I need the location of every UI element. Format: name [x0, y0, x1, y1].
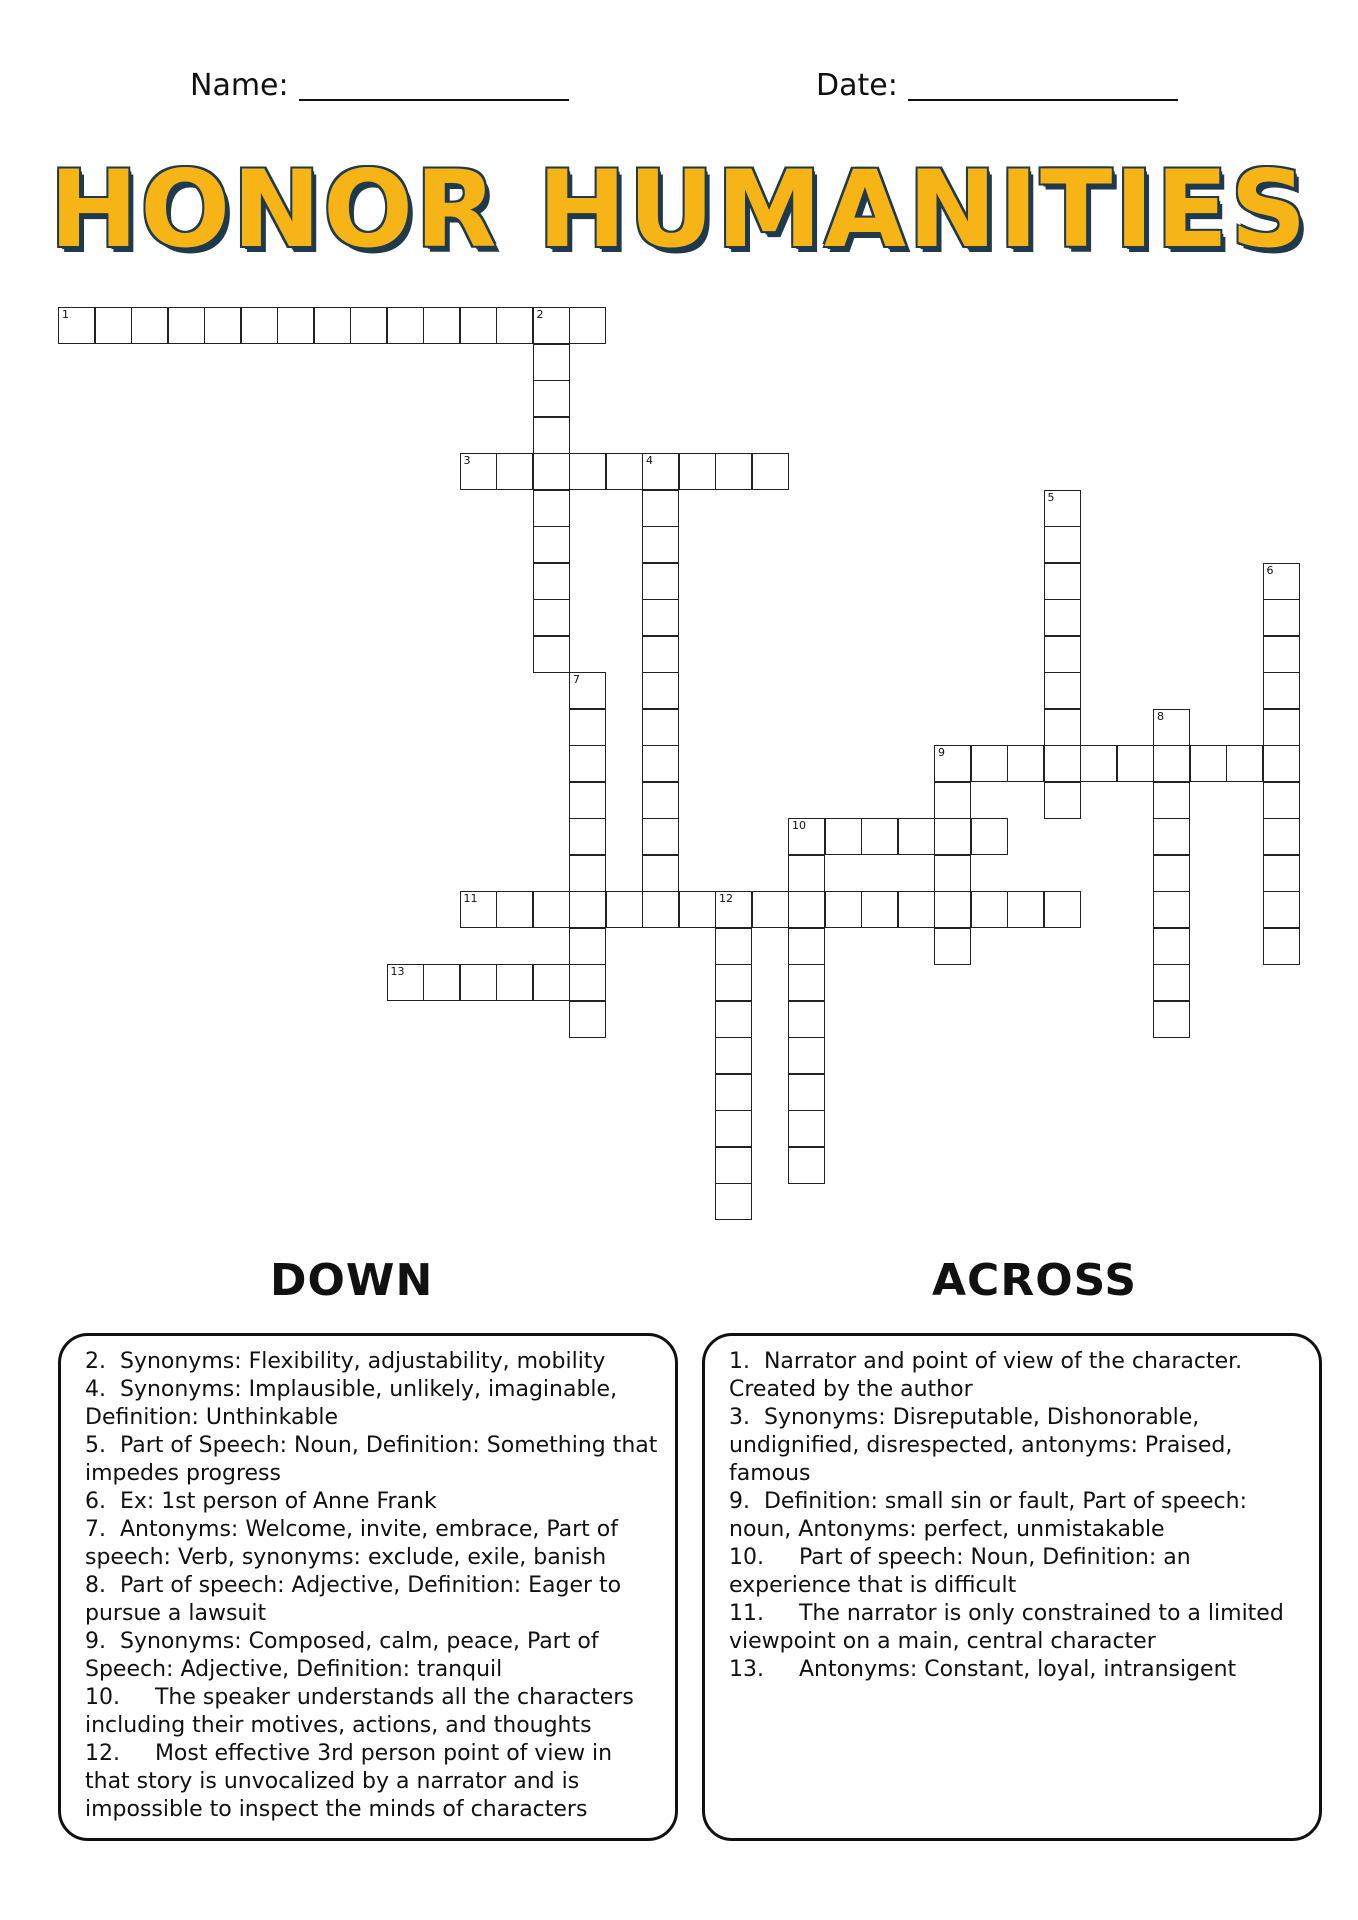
crossword-cell[interactable] — [715, 1110, 752, 1147]
crossword-cell[interactable] — [788, 818, 825, 855]
crossword-cell[interactable] — [715, 1074, 752, 1111]
crossword-cell[interactable] — [898, 818, 935, 855]
crossword-cell[interactable] — [569, 782, 606, 819]
crossword-cell[interactable] — [533, 417, 570, 454]
crossword-cell[interactable] — [131, 307, 168, 344]
clue-number: 10 — [792, 819, 806, 832]
crossword-cell[interactable] — [715, 891, 752, 928]
crossword-cell[interactable] — [460, 891, 497, 928]
crossword-cell[interactable] — [496, 307, 533, 344]
crossword-cell[interactable] — [460, 964, 497, 1001]
across-heading: ACROSS — [932, 1255, 1138, 1306]
crossword-cell[interactable] — [715, 1147, 752, 1184]
crossword-cell[interactable] — [1153, 1001, 1190, 1038]
crossword-cell[interactable] — [496, 891, 533, 928]
date-label: Date: — [816, 68, 898, 103]
clue-number: 9 — [938, 746, 945, 759]
crossword-cell[interactable] — [642, 782, 679, 819]
crossword-cell[interactable] — [715, 928, 752, 965]
crossword-cell[interactable] — [642, 599, 679, 636]
crossword-cell[interactable] — [1153, 855, 1190, 892]
down-clue: 4. Synonyms: Implausible, unlikely, imaginable, Definition: Unthinkable — [85, 1377, 625, 1430]
crossword-cell[interactable] — [1263, 891, 1300, 928]
crossword-cell[interactable] — [533, 526, 570, 563]
crossword-cell[interactable] — [788, 928, 825, 965]
crossword-cell[interactable] — [606, 453, 643, 490]
crossword-cell[interactable] — [460, 453, 497, 490]
crossword-cell[interactable] — [934, 928, 971, 965]
clue-number: 8 — [1157, 709, 1164, 723]
crossword-cell[interactable] — [1263, 672, 1300, 709]
page-title: HONOR HUMANITIES — [49, 148, 1309, 271]
crossword-cell[interactable] — [788, 964, 825, 1001]
crossword-cell[interactable] — [642, 709, 679, 746]
crossword-cell[interactable] — [825, 818, 862, 855]
crossword-cell[interactable] — [423, 964, 460, 1001]
crossword-cell[interactable] — [1044, 636, 1081, 673]
crossword-cell[interactable] — [898, 891, 935, 928]
down-clue: 6. Ex: 1st person of Anne Frank — [85, 1489, 437, 1514]
clue-number: 1 — [62, 308, 69, 321]
down-clue: 7. Antonyms: Welcome, invite, embrace, Part of speech: Verb, synonyms: exclude, exile, banish — [85, 1517, 625, 1570]
crossword-cell[interactable] — [569, 709, 606, 746]
crossword-cell[interactable] — [934, 782, 971, 819]
crossword-cell[interactable] — [1117, 745, 1154, 782]
crossword-cell[interactable] — [533, 891, 570, 928]
crossword-cell[interactable] — [387, 307, 424, 344]
crossword-cell[interactable] — [1044, 709, 1081, 746]
crossword-cell[interactable] — [533, 490, 570, 527]
crossword-cell[interactable] — [715, 1037, 752, 1074]
crossword-cell[interactable] — [1153, 818, 1190, 855]
crossword-cell[interactable] — [350, 307, 387, 344]
clue-number: 2 — [536, 308, 544, 321]
crossword-cell[interactable] — [533, 344, 570, 381]
crossword-cell[interactable] — [1153, 891, 1190, 928]
crossword-cell[interactable] — [1263, 745, 1300, 782]
crossword-cell[interactable] — [533, 964, 570, 1001]
crossword-cell[interactable] — [934, 855, 971, 892]
crossword-cell[interactable] — [533, 599, 570, 636]
crossword-cell[interactable] — [58, 307, 95, 344]
crossword-cell[interactable] — [642, 636, 679, 673]
crossword-cell[interactable] — [1263, 818, 1300, 855]
crossword-cell[interactable] — [569, 855, 606, 892]
crossword-cell[interactable] — [204, 307, 241, 344]
crossword-cell[interactable] — [934, 818, 971, 855]
crossword-cell[interactable] — [825, 891, 862, 928]
clue-number: 13 — [390, 965, 405, 978]
crossword-cell[interactable] — [168, 307, 205, 344]
crossword-cell[interactable] — [715, 1001, 752, 1038]
across-clue: 1. Narrator and point of view of the character. Created by the author — [729, 1349, 1250, 1402]
down-clue: 2. Synonyms: Flexibility, adjustability, mobility — [85, 1349, 606, 1374]
crossword-cell[interactable] — [277, 307, 314, 344]
crossword-cell[interactable] — [861, 818, 898, 855]
crossword-cell[interactable] — [533, 563, 570, 600]
crossword-cell[interactable] — [569, 1001, 606, 1038]
crossword-cell[interactable] — [642, 490, 679, 527]
crossword-cell[interactable] — [1044, 526, 1081, 563]
crossword-cell[interactable] — [1263, 709, 1300, 746]
crossword-cell[interactable] — [569, 891, 606, 928]
across-clue: 9. Definition: small sin or fault, Part of speech: noun, Antonyms: perfect, unmistakable — [729, 1489, 1254, 1542]
crossword-cell[interactable] — [715, 1183, 752, 1220]
crossword-cell[interactable] — [752, 891, 789, 928]
crossword-cell[interactable] — [1263, 599, 1300, 636]
crossword-cell[interactable] — [715, 453, 752, 490]
crossword-cell[interactable] — [569, 453, 606, 490]
crossword-cell[interactable] — [1044, 490, 1081, 527]
down-clue: 10. The speaker understands all the characters including their motives, actions, and thoughts — [85, 1685, 641, 1738]
crossword-cell[interactable] — [642, 855, 679, 892]
crossword-cell[interactable] — [423, 307, 460, 344]
crossword-cell[interactable] — [1044, 563, 1081, 600]
crossword-cell[interactable] — [241, 307, 278, 344]
crossword-cell[interactable] — [95, 307, 132, 344]
down-heading: DOWN — [270, 1255, 434, 1306]
crossword-cell[interactable] — [715, 964, 752, 1001]
crossword-cell[interactable] — [788, 1110, 825, 1147]
crossword-cell[interactable] — [1153, 709, 1190, 746]
crossword-cell[interactable] — [496, 453, 533, 490]
clue-number: 6 — [1266, 563, 1274, 577]
crossword-cell[interactable] — [1263, 855, 1300, 892]
crossword-cell[interactable] — [1263, 928, 1300, 965]
crossword-cell[interactable] — [1044, 745, 1081, 782]
name-label: Name: — [190, 68, 289, 103]
crossword-cell[interactable] — [642, 745, 679, 782]
down-clue: 9. Synonyms: Composed, calm, peace, Part of Speech: Adjective, Definition: tranquil — [85, 1629, 606, 1682]
crossword-cell[interactable] — [569, 745, 606, 782]
crossword-cell[interactable] — [1007, 891, 1044, 928]
across-clue: 10. Part of speech: Noun, Definition: an experience that is difficult — [729, 1545, 1198, 1598]
crossword-cell[interactable] — [569, 672, 606, 709]
crossword-cell[interactable] — [642, 526, 679, 563]
crossword-cell[interactable] — [1007, 745, 1044, 782]
crossword-cell[interactable] — [533, 636, 570, 673]
crossword-cell[interactable] — [533, 380, 570, 417]
crossword-cell[interactable] — [679, 891, 716, 928]
down-clue: 12. Most effective 3rd person point of view in that story is unvocalized by a narrator and is impossible to inspect the minds of characters — [85, 1741, 620, 1822]
crossword-cell[interactable] — [788, 1001, 825, 1038]
crossword-cell[interactable] — [642, 891, 679, 928]
crossword-cell[interactable] — [642, 818, 679, 855]
crossword-cell[interactable] — [679, 453, 716, 490]
crossword-cell[interactable] — [642, 672, 679, 709]
crossword-cell[interactable] — [1153, 782, 1190, 819]
crossword-cell[interactable] — [642, 563, 679, 600]
crossword-cell[interactable] — [788, 1074, 825, 1111]
crossword-cell[interactable] — [569, 818, 606, 855]
crossword-cell[interactable] — [1044, 672, 1081, 709]
crossword-cell[interactable] — [606, 891, 643, 928]
crossword-cell[interactable] — [569, 964, 606, 1001]
clue-number: 4 — [646, 454, 653, 467]
clue-number: 7 — [573, 673, 580, 686]
crossword-cell[interactable] — [1263, 563, 1300, 600]
crossword-cell[interactable] — [642, 453, 679, 490]
down-clue: 8. Part of speech: Adjective, Definition: Eager to pursue a lawsuit — [85, 1573, 629, 1626]
crossword-cell[interactable] — [971, 745, 1008, 782]
crossword-cell[interactable] — [1044, 891, 1081, 928]
crossword-cell[interactable] — [496, 964, 533, 1001]
crossword-cell[interactable] — [387, 964, 424, 1001]
down-clue: 5. Part of Speech: Noun, Definition: Something that impedes progress — [85, 1433, 665, 1486]
across-clue: 3. Synonyms: Disreputable, Dishonorable, undignified, disrespected, antonyms: Praised, famous — [729, 1405, 1240, 1486]
crossword-cell[interactable] — [1190, 745, 1227, 782]
down-clues-box — [58, 1333, 678, 1841]
across-clue: 13. Antonyms: Constant, loyal, intransigent — [729, 1657, 1237, 1682]
crossword-cell[interactable] — [788, 891, 825, 928]
crossword-cell[interactable] — [1044, 782, 1081, 819]
crossword-cell[interactable] — [1263, 782, 1300, 819]
clue-number: 11 — [463, 892, 478, 905]
crossword-cell[interactable] — [971, 891, 1008, 928]
clue-number: 5 — [1047, 490, 1055, 504]
crossword-cell[interactable] — [1044, 599, 1081, 636]
crossword-cell[interactable] — [861, 891, 898, 928]
across-clue: 11. The narrator is only constrained to a limited viewpoint on a main, central character — [729, 1601, 1291, 1654]
crossword-cell[interactable] — [1263, 636, 1300, 673]
crossword-cell[interactable] — [971, 818, 1008, 855]
crossword-cell[interactable] — [752, 453, 789, 490]
clue-number: 12 — [719, 892, 733, 905]
crossword-cell[interactable] — [314, 307, 351, 344]
crossword-cell[interactable] — [934, 891, 971, 928]
across-clues-box — [702, 1333, 1322, 1841]
crossword-cell[interactable] — [788, 1037, 825, 1074]
crossword-cell[interactable] — [533, 307, 570, 344]
crossword-cell[interactable] — [569, 307, 606, 344]
crossword-cell[interactable] — [1153, 745, 1190, 782]
crossword-cell[interactable] — [1226, 745, 1263, 782]
crossword-cell[interactable] — [788, 855, 825, 892]
crossword-cell[interactable] — [788, 1147, 825, 1184]
crossword-cell[interactable] — [1080, 745, 1117, 782]
crossword-cell[interactable] — [934, 745, 971, 782]
crossword-cell[interactable] — [1153, 964, 1190, 1001]
crossword-cell[interactable] — [460, 307, 497, 344]
crossword-cell[interactable] — [1153, 928, 1190, 965]
clue-number: 3 — [463, 454, 471, 467]
crossword-cell[interactable] — [569, 928, 606, 965]
crossword-cell[interactable] — [533, 453, 570, 490]
